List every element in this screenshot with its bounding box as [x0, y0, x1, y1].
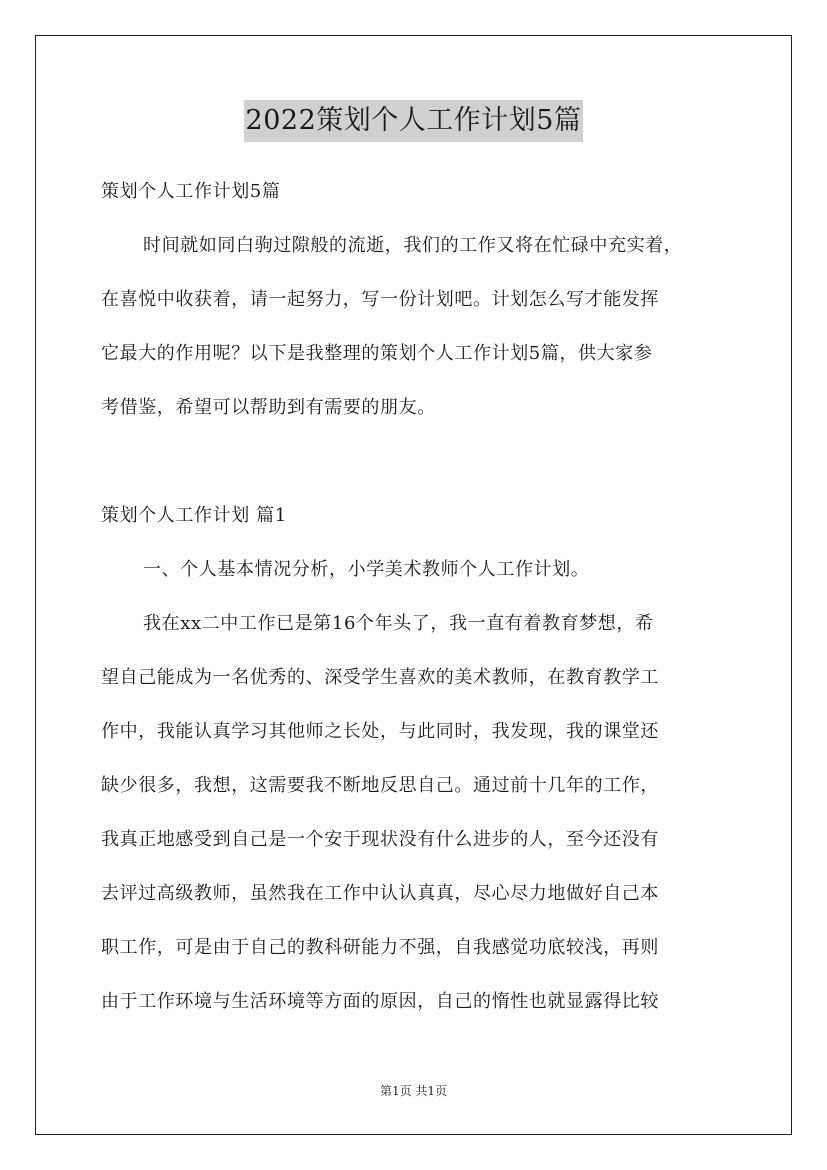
intro-line: 时间就如同白驹过隙般的流逝，我们的工作又将在忙碌中充实着，	[143, 235, 683, 256]
section-heading: 策划个人工作计划 篇1	[101, 505, 287, 526]
spacer	[101, 435, 731, 489]
body-line: 去评过高级教师，虽然我在工作中认认真真，尽心尽力地做好自己本	[101, 883, 659, 904]
body-line: 职工作，可是由于自己的教科研能力不强，自我感觉功底较浅，再则	[101, 937, 659, 958]
document-body	[101, 165, 731, 1029]
section-point: 一、个人基本情况分析，小学美术教师个人工作计划。	[143, 559, 590, 580]
body-line: 由于工作环境与生活环境等方面的原因，自己的惰性也就显露得比较	[101, 991, 659, 1012]
body-line: 望自己能成为一名优秀的、深受学生喜欢的美术教师，在教育教学工	[101, 667, 659, 688]
page-footer: 第1页 共1页	[379, 1084, 448, 1098]
intro-line: 它最大的作用呢？以下是我整理的策划个人工作计划5篇，供大家参	[101, 343, 653, 364]
body-line: 缺少很多，我想，这需要我不断地反思自己。通过前十几年的工作，	[101, 775, 659, 796]
title-container	[0, 100, 827, 142]
body-line: 作中，我能认真学习其他师之长处，与此同时，我发现，我的课堂还	[101, 721, 659, 742]
intro-line: 在喜悦中收获着，请一起努力，写一份计划吧。计划怎么写才能发挥	[101, 289, 659, 310]
intro-line: 考借鉴，希望可以帮助到有需要的朋友。	[101, 397, 436, 418]
body-line: 我真正地感受到自己是一个安于现状没有什么进步的人，至今还没有	[101, 829, 659, 850]
body-line: 我在xx二中工作已是第16个年头了，我一直有着教育梦想，希	[143, 613, 654, 634]
document-title: 2022策划个人工作计划5篇	[244, 100, 584, 142]
subtitle: 策划个人工作计划5篇	[101, 181, 281, 202]
